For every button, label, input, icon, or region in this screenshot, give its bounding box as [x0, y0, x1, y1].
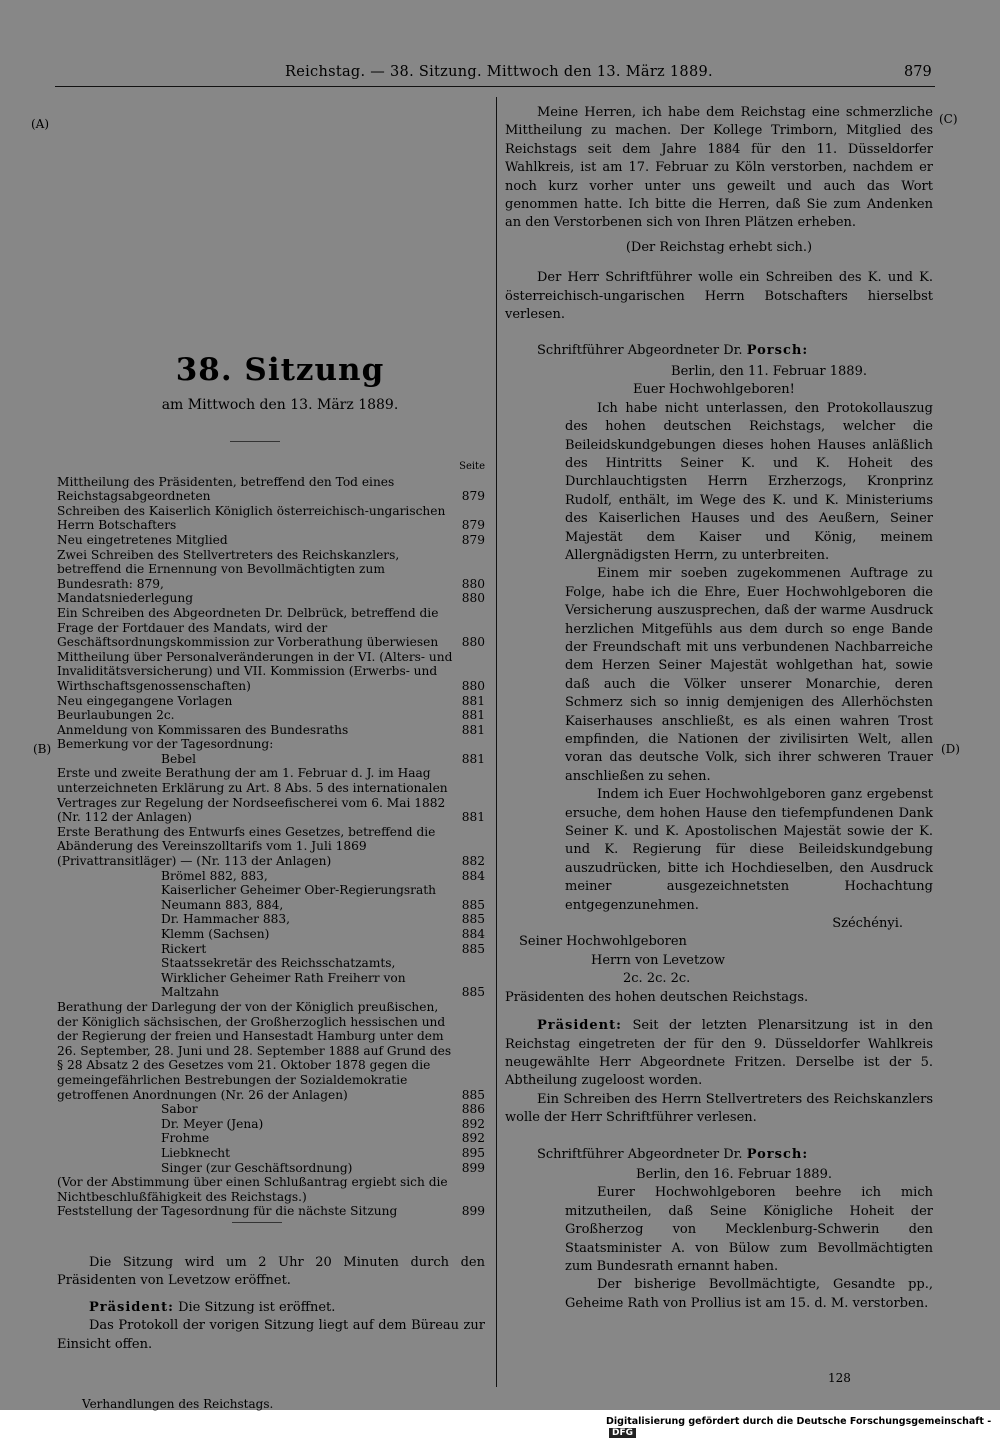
toc-entry-page: 892: [461, 1131, 485, 1146]
letter2-paragraph-2: Der bisherige Bevollmächtigte, Gesandte pp., Geheime Rath von Prollius ist am 15. d. M. verstorben.: [565, 1277, 933, 1311]
toc-entry-text: Anmeldung von Kommissaren des Bundesraths: [57, 722, 349, 737]
toc-entry-text: Ein Schreiben des Abgeordneten Dr. Delbrück, betreffend die Frage der Fortdauer des Mandats, wird der Geschäftsordnungskommission zur Vorberathung überwiesen: [57, 605, 439, 650]
toc-entry: [57, 723, 485, 738]
page-number: 879: [904, 64, 932, 80]
toc-entry-text: Bebel: [161, 751, 197, 766]
right-column: [505, 104, 933, 1313]
toc-entry: [57, 1204, 485, 1219]
schriftfuehrer-name-2: Porsch:: [746, 1146, 809, 1162]
dfg-logo: DFG: [609, 1428, 636, 1438]
toc-entry-page: 879: [461, 532, 485, 547]
toc-entry: [57, 1117, 485, 1132]
toc-entry: [57, 1161, 485, 1176]
schriftfuehrer-label-1: Schriftführer Abgeordneter Dr.: [537, 343, 743, 359]
toc-entry: [57, 1000, 485, 1102]
toc-entry-page: 892: [461, 1116, 485, 1131]
schriftfuehrer-line-1: [505, 342, 933, 360]
toc-entry-page: 882: [461, 854, 485, 869]
address-line-4: Präsidenten des hohen deutschen Reichstags.: [505, 989, 809, 1005]
toc-entry-page: 879: [461, 518, 485, 533]
toc-entry-page: 886: [461, 1102, 485, 1117]
letter-date-2: Berlin, den 16. Februar 1889.: [636, 1166, 832, 1182]
opening-text: Die Sitzung wird um 2 Uhr 20 Minuten durch den Präsidenten von Levetzow eröffnet.: [57, 1255, 485, 1289]
left-opening: [57, 1254, 485, 1354]
toc-entry-text: Mandatsniederlegung: [57, 591, 194, 606]
table-of-contents: [57, 460, 485, 1219]
toc-entry-page: 885: [461, 985, 485, 1000]
paragraph-16: Ein Schreiben des Herrn Stellvertreters des Reichskanzlers wolle der Herr Schriftführer verlesen.: [505, 1091, 933, 1126]
toc-entry: [57, 504, 485, 533]
toc-entry-text: Erste Berathung des Entwurfs eines Gesetzes, betreffend die Abänderung des Vereinszolltarifs vom 1. Juli 1869 (Privattransitläger) — (Nr. 113 der Anlagen): [57, 824, 436, 869]
toc-entry: [57, 1175, 485, 1204]
toc-entry-text: Mittheilung des Präsidenten, betreffend den Tod eines Reichstagsabgeordneten: [57, 474, 395, 504]
margin-mark-d: (D): [941, 742, 960, 756]
schriftfuehrer-name-1: Porsch:: [746, 343, 809, 359]
toc-entry-text: Beurlaubungen 2c.: [57, 708, 175, 723]
letter-salutation: Euer Hochwohlgeboren!: [633, 382, 795, 398]
toc-entry: [57, 869, 485, 884]
toc-entry: [57, 606, 485, 650]
toc-entry-page: 880: [461, 591, 485, 606]
toc-entry: [57, 1102, 485, 1117]
toc-entry-text: Dr. Hammacher 883,: [161, 912, 291, 927]
toc-entry-text: Erste und zweite Berathung der am 1. Februar d. J. im Haag unterzeichneten Erklärung zu Art. 8 Abs. 5 des internationalen Vertrages zur Regelung der Nordseefischerei vom 6. Mai 1882 (Nr. 112 der Anlagen): [57, 766, 448, 825]
toc-entry: [57, 752, 485, 767]
toc-entry-text: Staatssekretär des Reichsschatzamts, Wirklicher Geheimer Rath Freiherr von Maltzahn: [161, 956, 406, 1000]
toc-entry: [57, 766, 485, 824]
toc-entry: [57, 694, 485, 709]
president-label-2: Präsident:: [537, 1018, 622, 1034]
toc-entry: [57, 708, 485, 723]
toc-entry-page: 879: [461, 489, 485, 504]
toc-entry-text: Brömel 882, 883,: [161, 868, 268, 883]
toc-entry: [57, 591, 485, 606]
toc-entry: [57, 956, 485, 1000]
toc-entry-page: 885: [461, 912, 485, 927]
margin-mark-c: (C): [939, 112, 958, 126]
margin-mark-b: (B): [33, 742, 52, 756]
sheet-number: 128: [828, 1371, 851, 1385]
toc-entry: [57, 883, 485, 912]
schriftfuehrer-label-2: Schriftführer Abgeordneter Dr.: [537, 1146, 743, 1162]
letter-paragraph-2: Einem mir soeben zugekommenen Auftrage zu Folge, habe ich die Ehre, Euer Hochwohlgeboren die Versicherung auszusprechen, daß der warme Ausdruck herzlichen Mitgefühls aus dem durch so enge Bande der Freundschaft mit uns verbundenen Nachbarreiche dem Herzen Seiner Majestät wohlgethan hat, sowie daß auch die Völker unserer Monarchie, deren Schmerz sich so innig demjenigen des Allerhöchsten Kaiserhauses anschließt, es als einen wahren Trost empfinden, die Nationen der zivilisirten Welt, allen voran das deutsche Volk, sich ihrer schweren Trauer anschließen zu sehen.: [565, 566, 933, 784]
toc-entry-page: 881: [461, 708, 485, 723]
column-divider: [496, 97, 497, 1387]
toc-entry-page: 880: [461, 576, 485, 591]
toc-entry: [57, 1146, 485, 1161]
toc-seite-label: Seite: [459, 461, 485, 472]
toc-entry-page: 881: [461, 810, 485, 825]
margin-mark-a: (A): [31, 117, 50, 131]
toc-list: [57, 475, 485, 1219]
running-title: Reichstag. — 38. Sitzung. Mittwoch den 13. März 1889.: [285, 64, 713, 80]
footer-title: Verhandlungen des Reichstags.: [82, 1397, 274, 1411]
letter-signature: Széchényi.: [832, 916, 903, 932]
toc-entry: [57, 548, 485, 592]
ornament-rule-2: [232, 1222, 282, 1223]
toc-entry-page: 885: [461, 1087, 485, 1102]
toc-entry-text: Liebknecht: [161, 1145, 231, 1160]
address-line-3: 2c. 2c. 2c.: [623, 971, 691, 987]
president-label: Präsident:: [89, 1299, 174, 1315]
letter2-paragraph-1: Eurer Hochwohlgeboren beehre ich mich mitzutheilen, daß Seine Königliche Hoheit der Großherzog von Mecklenburg-Schwerin den Staatsminister A. von Bülow zum Bevollmächtigten zum Bundesrath ernannt haben.: [565, 1185, 933, 1274]
toc-entry-page: 884: [461, 927, 485, 941]
toc-entry-text: Feststellung der Tagesordnung für die nächste Sitzung: [57, 1204, 398, 1219]
toc-entry-page: 895: [461, 1145, 485, 1160]
header-rule: [55, 86, 935, 87]
president-line: [57, 1299, 485, 1317]
protokoll-text: Das Protokoll der vorigen Sitzung liegt auf dem Büreau zur Einsicht offen.: [57, 1318, 485, 1352]
toc-entry-page: 885: [461, 897, 485, 912]
toc-entry: [57, 737, 485, 752]
toc-entry: [57, 650, 485, 694]
toc-entry-page: 881: [461, 693, 485, 708]
schriftfuehrer-line-2: [505, 1146, 933, 1164]
toc-entry-text: Neu eingegangene Vorlagen: [57, 693, 233, 708]
session-date: am Mittwoch den 13. März 1889.: [161, 397, 399, 413]
session-title: 38. Sitzung: [175, 352, 385, 388]
toc-entry-page: 880: [461, 678, 485, 693]
toc-entry-page: 885: [461, 941, 485, 956]
toc-entry-page: 899: [461, 1204, 485, 1219]
toc-entry-page: 881: [461, 751, 485, 766]
paragraph-3: Der Herr Schriftführer wolle ein Schreiben des K. und K. österreichisch-ungarischen Herrn Botschafters hierselbst verlesen.: [505, 270, 933, 323]
toc-entry-text: Berathung der Darlegung der von der Königlich preußischen, der Königlich sächsischen, der Großherzoglich hessischen und der Regierung der freien und Hansestadt Hamburg unter dem 26. September, 28. Juni und 28. September 1888 auf Grund des § 28 Absatz 2 des Gesetzes vom 21. Oktober 1878 gegen die gemeingefährlichen Bestrebungen der Sozialdemokratie getroffenen Anordnungen (Nr. 26 der Anlagen): [57, 999, 452, 1102]
address-line-1: Seiner Hochwohlgeboren: [519, 934, 687, 950]
toc-entry-text: Zwei Schreiben des Stellvertreters des Reichskanzlers, betreffend die Ernennung von Bevollmächtigten zum Bundesrath: 879,: [57, 547, 400, 591]
digitization-credit: [606, 1416, 1000, 1438]
toc-entry: [57, 942, 485, 957]
toc-entry-text: Kaiserlicher Geheimer Ober-Regierungsrath Neumann 883, 884,: [161, 883, 436, 912]
toc-entry-text: Singer (zur Geschäftsordnung): [161, 1160, 353, 1175]
toc-entry: [57, 825, 485, 869]
toc-entry-page: 881: [461, 722, 485, 737]
toc-entry-text: Neu eingetretenes Mitglied: [57, 532, 228, 547]
toc-entry-page: 880: [461, 635, 485, 650]
toc-entry-text: Sabor: [161, 1102, 198, 1117]
toc-entry-text: Rickert: [161, 941, 207, 956]
toc-entry: [57, 533, 485, 548]
toc-entry: [57, 912, 485, 927]
toc-entry-text: Dr. Meyer (Jena): [161, 1116, 264, 1131]
toc-entry-text: Bemerkung vor der Tagesordnung:: [57, 737, 274, 752]
toc-entry-page: 899: [461, 1160, 485, 1175]
president-statement-text: Seit der letzten Plenarsitzung ist in den Reichstag eingetreten der für den 9. Düsseldorfer Wahlkreis neugewählte Herr Abgeordnete Fritzen. Derselbe ist der 5. Abtheilung zugeloost worden.: [505, 1018, 933, 1089]
paragraph-1: Meine Herren, ich habe dem Reichstag eine schmerzliche Mittheilung zu machen. Der Kollege Trimborn, Mitglied des Reichstags seit dem Jahre 1884 für den 11. Düsseldorfer Wahlkreis, ist am 17. Februar zu Köln verstorben, nachdem er noch kurz vorher unter uns geweilt und auch das Wort genommen hatte. Ich bitte die Herren, daß Sie zum Andenken an den Verstorbenen sich von Ihren Plätzen erheben.: [505, 105, 933, 231]
toc-entry-text: Schreiben des Kaiserlich Königlich österreichisch-ungarischen Herrn Botschafters: [57, 503, 446, 533]
ornament-rule: [230, 441, 280, 442]
toc-entry: [57, 1131, 485, 1146]
letter-paragraph-3: Indem ich Euer Hochwohlgeboren ganz ergebenst ersuche, dem hohen Hause den tiefempfundenen Dank Seiner K. und K. Apostolischen Majestät sowie der K. und K. Regierung für diese Beileidskundgebung auszudrücken, bitte ich Hochdieselben, den Ausdruck meiner ausgezeichnetsten Hochachtung entgegenzunehmen.: [565, 787, 933, 913]
president-statement: [505, 1017, 933, 1091]
credit-text: Digitalisierung gefördert durch die Deutsche Forschungsgemeinschaft -: [606, 1416, 992, 1427]
toc-entry: [57, 475, 485, 504]
president-text: Die Sitzung ist eröffnet.: [178, 1299, 336, 1315]
toc-entry: [57, 927, 485, 942]
letter-date-1: Berlin, den 11. Februar 1889.: [671, 363, 867, 379]
toc-entry-text: Mittheilung über Personalveränderungen in der VI. (Alters- und Invaliditätsversicherung) und VII. Kommission (Erwerbs- und Wirthschaftsgenossenschaften): [57, 649, 453, 693]
toc-entry-page: 884: [461, 868, 485, 883]
address-line-2: Herrn von Levetzow: [591, 952, 726, 968]
toc-entry-text: (Vor der Abstimmung über einen Schlußantrag ergiebt sich die Nichtbeschlußfähigkeit des Reichstags.): [57, 1175, 448, 1204]
toc-entry-text: Klemm (Sachsen): [161, 927, 270, 941]
letter-paragraph-1: Ich habe nicht unterlassen, den Protokollauszug des hohen deutschen Reichstags, welcher die Beileidskundgebungen dieses hohen Hauses anläßlich des Hintritts Seiner K. und K. Hoheit des Durchlauchtigsten Herrn Erzherzogs, Kronprinz Rudolf, enthält, im Wege des K. und K. Ministeriums des Kaiserlichen Hauses und des Aeußern, Seiner Majestät dem Kaiser und König, meinem Allergnädigsten Herrn, zu unterbreiten.: [565, 400, 933, 563]
paragraph-2: (Der Reichstag erhebt sich.): [625, 239, 813, 255]
toc-entry-text: Frohme: [161, 1131, 210, 1146]
